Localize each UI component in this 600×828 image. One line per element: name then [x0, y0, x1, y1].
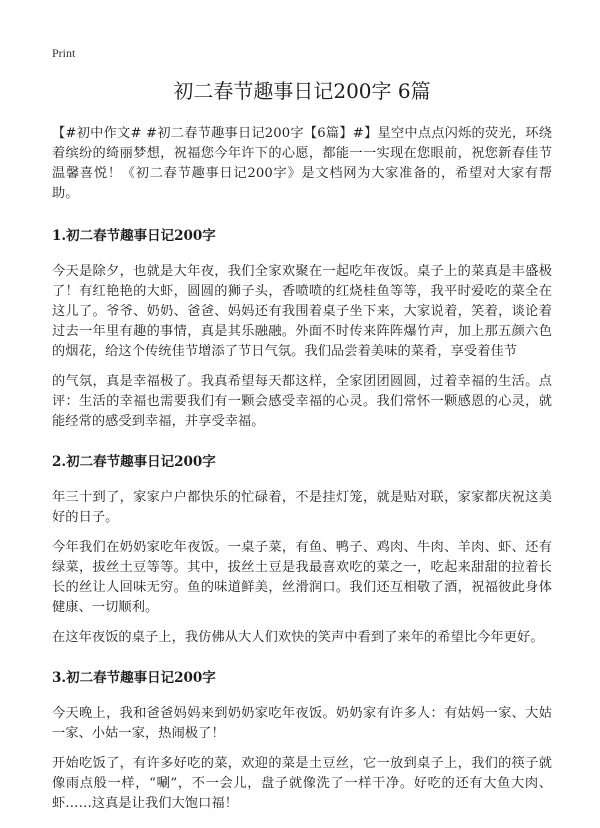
section-1-paragraph-2: 的气氛，真是幸福极了。我真希望每天都这样，全家团团圆圆，过着幸福的生活。点评：生活的幸福也需要我们有一颗会感受幸福的心灵。我们常怀一颗感恩的心灵，就能经常的感受到幸福，并享受幸福。 [52, 374, 552, 429]
section-3-paragraph-1: 今天晚上，我和爸爸妈妈来到奶奶家吃年夜饭。奶奶家有许多人：有姑妈一家、大姑一家、小姑一家，热闹极了！ [52, 706, 552, 741]
document-title: 初二春节趣事日记200字 6篇 [173, 79, 431, 103]
section-heading-3: 3.初二春节趣事日记200字 [52, 670, 216, 686]
section-2-paragraph-2: 今年我们在奶奶家吃年夜饭。一桌子菜，有鱼、鸭子、鸡肉、牛肉、羊肉、虾、还有绿菜，拔丝土豆等等。其中，拔丝土豆是我最喜欢吃的菜之一，吃起来甜甜的拉着长长的丝让人回味无穷。鱼的味道鲜美，丝滑润口。我们还互相敬了酒，祝福彼此身体健康、一切顺利。 [52, 540, 552, 615]
section-heading-1: 1.初二春节趣事日记200字 [52, 228, 216, 244]
print-label: Print [52, 46, 76, 60]
document-body [52, 78, 552, 824]
section-2-paragraph-1: 年三十到了，家家户户都快乐的忙碌着，不是挂灯笼，就是贴对联，家家都庆祝这美好的日子。 [52, 490, 552, 525]
section-2-paragraph-3: 在这年夜饭的桌子上，我仿佛从大人们欢快的笑声中看到了来年的希望比今年更好。 [52, 630, 544, 645]
section-heading-2: 2.初二春节趣事日记200字 [52, 454, 216, 470]
section-1-paragraph-1: 今天是除夕，也就是大年夜，我们全家欢聚在一起吃年夜饭。桌子上的菜真是丰盛极了！有红艳艳的大虾，圆圆的狮子头，香喷喷的红烧桂鱼等等，我平时爱吃的菜全在这儿了。爷爷、奶奶、爸爸、妈妈还有我围着桌子坐下来，大家说着，笑着，谈论着过去一年里有趣的事情，真是其乐融融。外面不时传来阵阵爆竹声，加上那五颜六色的烟花，给这个传统佳节增添了节日气氛。我们品尝着美味的菜肴，享受着佳节 [52, 264, 552, 359]
section-3-paragraph-2: 开始吃饭了，有许多好吃的菜，欢迎的菜是土豆丝，它一放到桌子上，我们的筷子就像雨点般一样，“唰”，不一会儿，盘子就像洗了一样干净。好吃的还有大鱼大肉、虾……这真是让我们大饱口福！ [52, 756, 552, 811]
intro-paragraph: 【#初中作文# #初二春节趣事日记200字【6篇】#】星空中点点闪烁的荧光，环绕着缤纷的绮丽梦想，祝福您今年许下的心愿，都能一一实现在您眼前，祝您新春佳节温馨喜悦！《初二春节趣事日记200字》是文档网为大家准备的，希望对大家有帮助。 [52, 126, 552, 201]
